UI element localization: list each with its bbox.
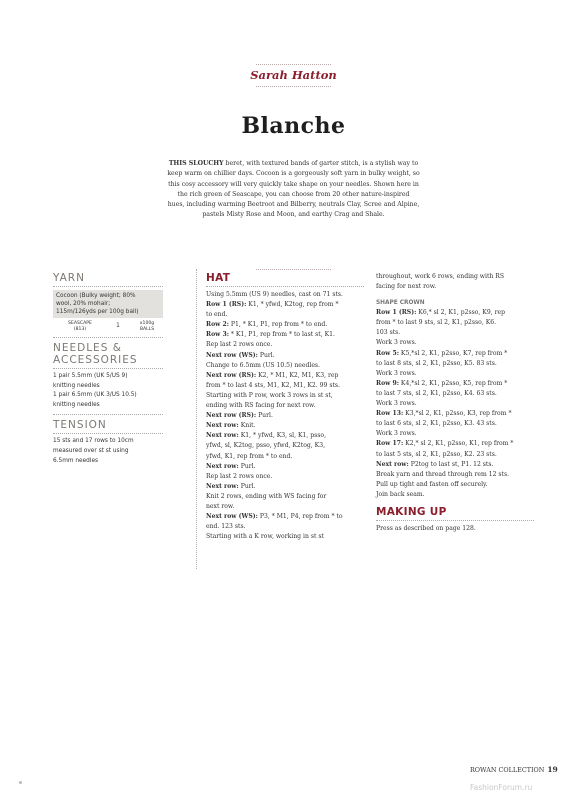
instruction-label: Next row: <box>206 462 239 470</box>
instruction-text: Work 3 rows. <box>376 400 417 408</box>
instruction-line <box>206 351 364 361</box>
instruction-text: Join back seam. <box>376 490 425 498</box>
instruction-line <box>206 361 364 371</box>
instruction-line <box>206 330 364 340</box>
watermark: FashionForum.ru <box>470 783 533 792</box>
instruction-line <box>376 282 534 292</box>
making-up-text: Press as described on page 128. <box>376 524 476 532</box>
instruction-text: P3, * M1, P4, rep from * to <box>257 513 343 521</box>
yarn-heading: YARN <box>53 272 85 284</box>
instruction-line <box>376 308 534 318</box>
tension-heading: TENSION <box>53 419 107 432</box>
instruction-text: Starting with a K row, working in st st <box>206 533 324 541</box>
yarn-description-box <box>53 290 163 318</box>
instruction-line <box>376 409 534 419</box>
instruction-label: Row 3: <box>206 331 229 339</box>
yarn-box-line: Cocoon (Bulky weight; 80% <box>56 293 136 299</box>
instruction-line <box>206 411 364 421</box>
intro-lead: THIS SLOUCHY <box>168 160 224 167</box>
instruction-label: Next row: <box>206 432 239 440</box>
section-rule <box>376 520 534 521</box>
intro-line: the rich green of Seascape, you can choose from 20 other nature-inspired <box>177 190 410 198</box>
instruction-line <box>206 502 364 512</box>
instruction-label: Row 1 (RS): <box>206 301 247 309</box>
instruction-line <box>376 369 534 379</box>
instruction-text: Work 3 rows. <box>376 430 417 438</box>
shape-crown-instructions <box>376 308 534 500</box>
instruction-line <box>376 359 534 369</box>
intro-line: hues, including warming Beetroot and Bilberry, neutrals Clay, Scree and Alpine, <box>167 201 420 209</box>
instruction-text: K2, * M1, K2, M1, K3, rep <box>256 371 339 379</box>
designer-rule-bottom <box>256 86 331 87</box>
instruction-text: to last 5 sts, sl 2, K1, p2sso, K2. 23 sts. <box>376 450 497 458</box>
making-up-heading: MAKING UP <box>376 505 447 518</box>
instruction-text: Purl. <box>238 482 256 490</box>
instruction-text: K3,*sl 2, K1, p2sso, K3, rep from * <box>403 410 512 418</box>
instruction-text: next row. <box>206 502 235 510</box>
instruction-line <box>376 490 534 500</box>
instruction-line <box>206 462 364 472</box>
instruction-line <box>206 290 364 300</box>
instruction-label: Next row (RS): <box>206 371 257 379</box>
instruction-text: Purl. <box>256 412 273 420</box>
instruction-text: throughout, work 6 rows, ending with RS <box>376 273 505 280</box>
materials-column <box>53 272 163 466</box>
instruction-text: yfwd, sl, K2tog, psso, yfwd, K2tog, K3, <box>206 442 326 450</box>
instruction-text: facing for next row. <box>376 283 437 291</box>
instruction-line <box>206 371 364 381</box>
section-rule <box>53 368 163 369</box>
instruction-text: Starting with P row, work 3 rows in st st, <box>206 391 333 399</box>
instruction-text: P1, * K1, P1, rep from * to end. <box>229 321 328 329</box>
hat-instructions-column <box>206 272 364 542</box>
instruction-text: Knit. <box>238 422 256 430</box>
section-rule <box>53 433 163 434</box>
pattern-title: Blanche <box>241 113 346 139</box>
instruction-line <box>206 452 364 462</box>
instruction-label: Row 9: <box>376 379 399 387</box>
instruction-text: K1, * yfwd, K2tog, rep from * <box>246 301 339 309</box>
instruction-text: Using 5.5mm (US 9) needles, cast on 71 sts. <box>206 291 343 298</box>
instruction-label: Row 13: <box>376 410 404 418</box>
instruction-line <box>376 470 534 480</box>
section-rule <box>53 337 163 338</box>
instruction-text: K1, * yfwd, K3, sl, K1, psso, <box>238 432 327 440</box>
instruction-label: Row 5: <box>376 349 399 357</box>
yarn-box-line: 115m/126yds per 100g ball) <box>56 309 139 315</box>
instruction-line <box>376 272 534 282</box>
yarn-shade-row <box>53 318 163 332</box>
instruction-text: to end. <box>206 311 228 319</box>
instruction-label: Next row (WS): <box>206 351 258 359</box>
instruction-line <box>206 492 364 502</box>
instruction-line <box>376 450 534 460</box>
instruction-text: Purl. <box>238 462 256 470</box>
intro-line: this cosy accessory will very quickly take shape on your needles. Shown here in <box>168 180 419 188</box>
needles-heading: NEEDLES & ACCESSORIES <box>53 342 138 366</box>
instruction-text: to last 6 sts, sl 2, K1, p2sso, K3. 43 sts. <box>376 420 497 428</box>
designer-rule-top <box>256 64 331 65</box>
intro-line: keep warm on chillier days. Cocoon is a gorgeously soft yarn in bulky weight, so <box>167 170 420 178</box>
instruction-line <box>206 472 364 482</box>
instruction-text: Knit 2 rows, ending with WS facing for <box>206 492 327 500</box>
instruction-text: K4,*sl 2, K1, p2sso, K5, rep from * <box>399 379 508 387</box>
instruction-line <box>376 318 534 328</box>
instruction-text: Work 3 rows. <box>376 369 417 377</box>
instruction-label: Next row: <box>206 482 239 490</box>
instruction-line <box>376 439 534 449</box>
instruction-text: 103 sts. <box>376 329 401 337</box>
instruction-text: K5,*sl 2, K1, p2sso, K7, rep from * <box>399 349 508 357</box>
instruction-text: K6,* sl 2, K1, p2sso, K9, rep <box>416 309 505 317</box>
yarn-shade-name: SEASCAPE (813) <box>68 321 92 332</box>
instruction-line <box>206 381 364 391</box>
instruction-line <box>206 441 364 451</box>
crown-instructions-column <box>376 272 534 534</box>
section-rule <box>53 286 163 287</box>
instruction-text: Change to 6.5mm (US 10.5) needles. <box>206 361 320 369</box>
instruction-line <box>376 338 534 348</box>
section-rule <box>53 414 163 415</box>
column-divider <box>196 269 197 569</box>
intro-paragraph <box>140 159 447 221</box>
instruction-label: Next row (RS): <box>206 412 257 420</box>
designer-name: Sarah Hatton <box>250 68 337 82</box>
instruction-line <box>206 310 364 320</box>
instruction-line <box>376 389 534 399</box>
page-number: 19 <box>547 765 558 774</box>
intro-line: beret, with textured bands of garter stitch, is a stylish way to <box>223 160 419 167</box>
instruction-line <box>206 391 364 401</box>
instruction-label: Row 17: <box>376 440 404 448</box>
instruction-text: yfwd, K1, rep from * to end. <box>206 452 293 460</box>
instruction-label: Row 1 (RS): <box>376 309 417 317</box>
instruction-text: P2tog to last st, P1. 12 sts. <box>408 460 494 468</box>
instruction-label: Next row: <box>376 460 409 468</box>
instruction-line <box>206 512 364 522</box>
instruction-line <box>206 340 364 350</box>
intro-rule <box>256 269 331 270</box>
page-mark <box>19 781 22 784</box>
yarn-quantity: 1 <box>116 322 120 329</box>
instruction-text: Work 3 rows. <box>376 339 417 347</box>
instruction-label: Next row (WS): <box>206 513 258 521</box>
instruction-line <box>376 328 534 338</box>
instruction-text: Purl. <box>257 351 275 359</box>
yarn-box-line: wool, 20% mohair; <box>56 301 111 307</box>
instruction-label: Next row: <box>206 422 239 430</box>
instruction-line <box>206 532 364 542</box>
instruction-text: Break yarn and thread through rem 12 sts. <box>376 470 510 478</box>
page-footer <box>470 765 587 774</box>
continued-instructions <box>376 272 534 292</box>
instruction-text: to last 8 sts, sl 2, K1, p2sso, K5. 83 sts. <box>376 359 497 367</box>
section-rule <box>206 286 364 287</box>
instruction-text: Rep last 2 rows once. <box>206 341 273 349</box>
instruction-label: Row 2: <box>206 321 229 329</box>
collection-name: ROWAN COLLECTION <box>470 766 545 774</box>
instruction-line <box>206 401 364 411</box>
hat-instructions <box>206 290 364 542</box>
instruction-line <box>376 399 534 409</box>
instruction-line <box>206 300 364 310</box>
needles-text: 1 pair 5.5mm (UK 5/US 9) knitting needles 1 pair 6.5mm (UK 3/US 10.5) knitting needles <box>53 373 137 408</box>
instruction-text: Pull up tight and fasten off securely. <box>376 480 488 488</box>
instruction-line <box>206 421 364 431</box>
shape-crown-heading: SHAPE CROWN <box>376 300 425 307</box>
instruction-text: ending with RS facing for next row. <box>206 402 316 410</box>
instruction-text: from * to last 9 sts, sl 2, K1, p2sso, K6. <box>376 319 497 327</box>
instruction-line <box>376 419 534 429</box>
instruction-line <box>376 429 534 439</box>
tension-text: 15 sts and 17 rows to 10cm measured over st st using 6.5mm needles <box>53 438 134 464</box>
intro-line: pastels Misty Rose and Moon, and earthy Crag and Shale. <box>202 211 385 219</box>
instruction-line <box>376 460 534 470</box>
instruction-text: end. 123 sts. <box>206 523 246 531</box>
instruction-line <box>206 431 364 441</box>
hat-heading: HAT <box>206 272 231 284</box>
instruction-line <box>376 480 534 490</box>
instruction-text: from * to last 4 sts, M1, K2, M1, K2. 99 sts. <box>206 381 340 389</box>
instruction-text: * K1, P1, rep from * to last st, K1. <box>229 331 335 339</box>
instruction-line <box>206 320 364 330</box>
instruction-line <box>206 482 364 492</box>
yarn-unit: x100g BALLS <box>139 321 155 332</box>
instruction-line <box>206 522 364 532</box>
instruction-line <box>376 379 534 389</box>
instruction-text: K2,* sl 2, K1, p2sso, K1, rep from * <box>403 440 514 448</box>
instruction-text: to last 7 sts, sl 2, K1, p2sso, K4. 63 sts. <box>376 389 497 397</box>
instruction-line <box>376 349 534 359</box>
instruction-text: Rep last 2 rows once. <box>206 472 273 480</box>
